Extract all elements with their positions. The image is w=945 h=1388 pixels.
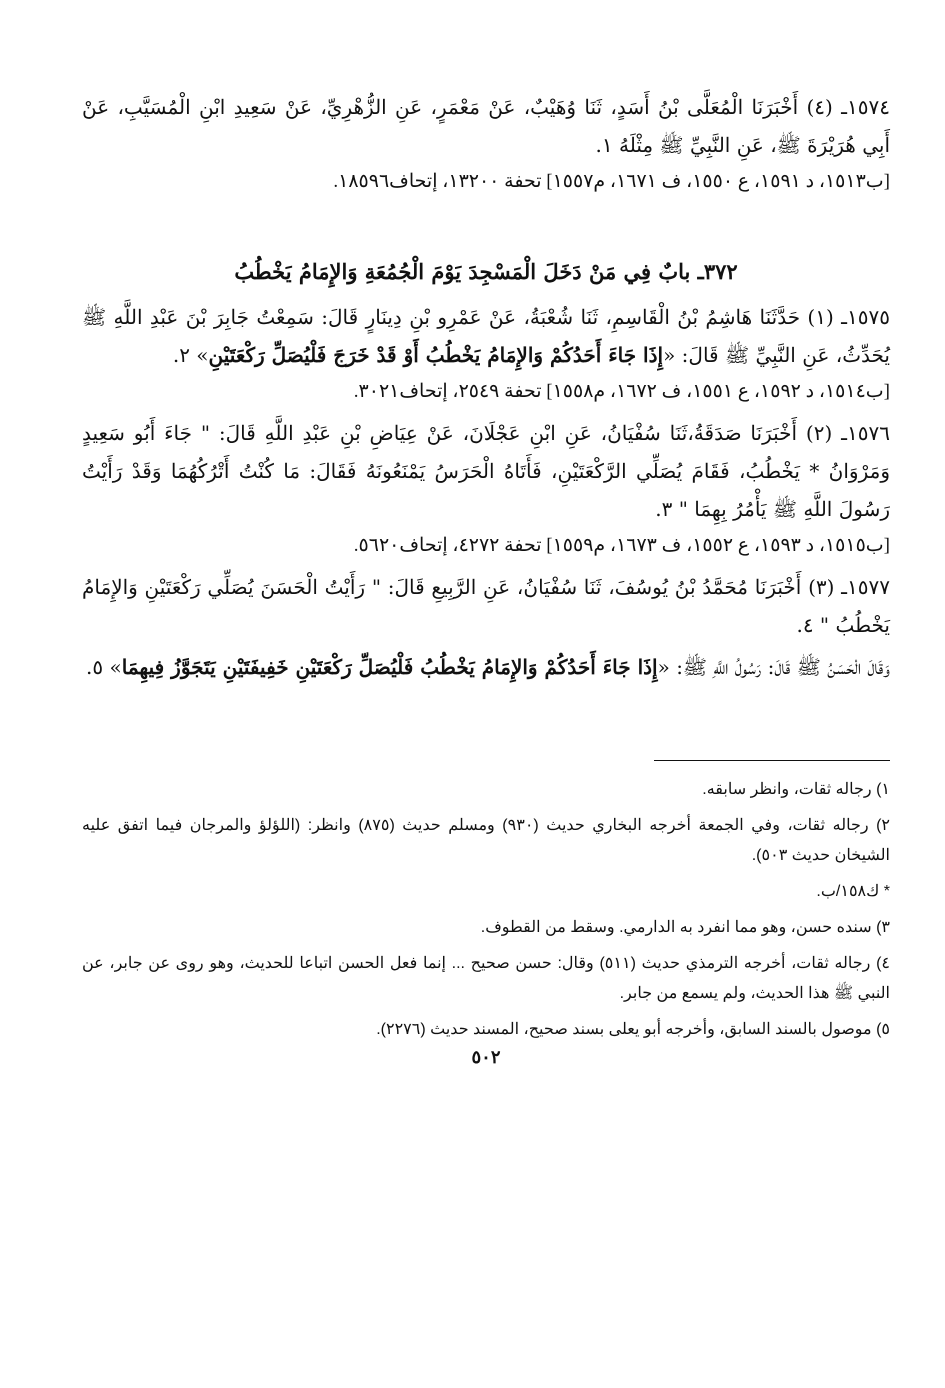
hadith-1577: ١٥٧٧ـ (٣) أَخْبَرَنَا مُحَمَّدُ بْنُ يُوسُفَ، ثَنَا سُفْيَانُ، عَنِ الرَّبِيعِ قَالَ: " رَأَيْتُ الْحَسَنَ يُصَلِّي رَكْعَتَيْنِ وَالإِمَامُ يَخْطُبُ " ٤.: [82, 575, 890, 637]
hadith-1576: ١٥٧٦ـ (٢) أَخْبَرَنَا صَدَقَةُ،ثَنَا سُفْيَانُ، عَنِ ابْنِ عَجْلَانَ، عَنْ عِيَاضِ بْنِ عَبْدِ اللَّهِ قَالَ: " جَاءَ أَبُو سَعِيدٍ وَمَرْوَانُ * يَخْطُبُ، فَقَامَ يُصَلِّي الرَّكْعَتَيْنِ، فَأَتَاهُ الْحَرَسُ يَمْنَعُونَهُ فَقَالَ: مَا كُنْتُ أَتْرُكُهُمَا وَقَدْ رَأَيْتُ رَسُولَ اللَّهِ ﷺ يَأْمُرُ بِهِمَا " ٣.: [82, 421, 890, 521]
hadith-1577-second-matn: إِذَا جَاءَ أَحَدُكُمْ وَالإِمَامُ يَخْطُبُ فَلْيُصَلِّ رَكْعَتَيْنِ خَفِيفَتَيْنِ يَتَجَوَّزُ فِيهِمَا: [121, 655, 658, 679]
chapter-heading: ٣٧٢ـ بابٌ فِي مَنْ دَخَلَ الْمَسْجِدَ يَوْمَ الْجُمُعَةِ وَالإِمَامُ يَخْطُبُ: [234, 259, 738, 284]
hadith-1577-second: [82, 648, 890, 686]
footnote-separator: [654, 760, 890, 761]
hadith-1575-matn: إِذَا جَاءَ أَحَدُكُمْ وَالإِمَامُ يَخْطُبُ أَوْ قَدْ خَرَجَ فَلْيُصَلِّ رَكْعَتَيْنِ: [208, 343, 664, 367]
hadith-1575-isnad: ١٥٧٥ـ (١) حَدَّثَنَا هَاشِمُ بْنُ الْقَاسِمِ، ثَنَا شُعْبَةُ، عَنْ عَمْرِو بْنِ دِينَارٍ قَالَ: سَمِعْتُ جَابِرَ بْنَ عَبْدِ اللَّهِ ﷺ يُحَدِّثُ، عَنِ النَّبِيِّ ﷺ قَالَ: «: [82, 305, 890, 367]
footnote-folio: * ك١٥٨/ب.: [816, 883, 890, 900]
footnote-4: ٤) رجاله ثقات، أخرجه الترمذي حديث (٥١١) وقال: حسن صحيح ... إنما فعل الحسن اتباعا للحديث، وهو روى عن جابر، عن النبي ﷺ هذا الحديث، ولم يسمع من جابر.: [82, 955, 891, 1002]
hadith-1575-reference: [ب١٥١٤، د ١٥٩٢، ع ١٥٥١، ف ١٦٧٢، م١٥٥٨] تحفة ٢٥٤٩، إتحاف٣٠٢١.: [353, 381, 890, 402]
footnote-1: ١) رجاله ثقات، وانظر سابقه.: [702, 781, 890, 798]
hadith-1577-second-close: » ٥.: [86, 655, 122, 679]
hadith-1574-reference: [ب١٥١٣، د ١٥٩١، ع ١٥٥٠، ف ١٦٧١، م١٥٥٧] تحفة ١٣٢٠٠، إتحاف١٨٥٩٦.: [333, 171, 890, 192]
footnote-3: ٣) سنده حسن، وهو مما انفرد به الدارمي. وسقط من القطوف.: [480, 919, 890, 936]
page-number: ٥٠٢: [471, 1047, 501, 1068]
hadith-1575: [82, 298, 890, 374]
footnotes: [82, 775, 890, 1045]
hadith-1575-close: » ٢.: [172, 343, 209, 367]
book-page: [82, 88, 890, 1068]
hadith-1574: ١٥٧٤ـ (٤) أَخْبَرَنَا الْمُعَلَّى بْنُ أَسَدٍ، ثَنَا وُهَيْبٌ، عَنْ مَعْمَرٍ، عَنِ الزُّهْرِيِّ، عَنْ سَعِيدِ ابْنِ الْمُسَيَّبِ، عَنْ أَبِي هُرَيْرَةَ ﷺ، عَنِ النَّبِيِّ ﷺ مِثْلَهُ ١.: [82, 95, 890, 157]
footnote-5: ٥) موصول بالسند السابق، وأخرجه أبو يعلى بسند صحيح، المسند حديث (٢٢٧٦).: [376, 1021, 890, 1038]
hadith-1577-second-intro: وَقَالَ الْحَسَنُ ﷺ قَالَ: رَسُولُ اللَّهِ ﷺ: «: [657, 655, 890, 679]
footnote-2: ٢) رجاله ثقات، وفي الجمعة أخرجه البخاري حديث (٩٣٠) ومسلم حديث (٨٧٥) وانظر: (اللؤلؤ والمرجان فيما اتفق عليه الشيخان حديث ٥٠٣).: [82, 817, 891, 864]
hadith-1576-reference: [ب١٥١٥، د ١٥٩٣، ع ١٥٥٢، ف ١٦٧٣، م١٥٥٩] تحفة ٤٢٧٢، إتحاف٥٦٢٠.: [353, 535, 890, 556]
